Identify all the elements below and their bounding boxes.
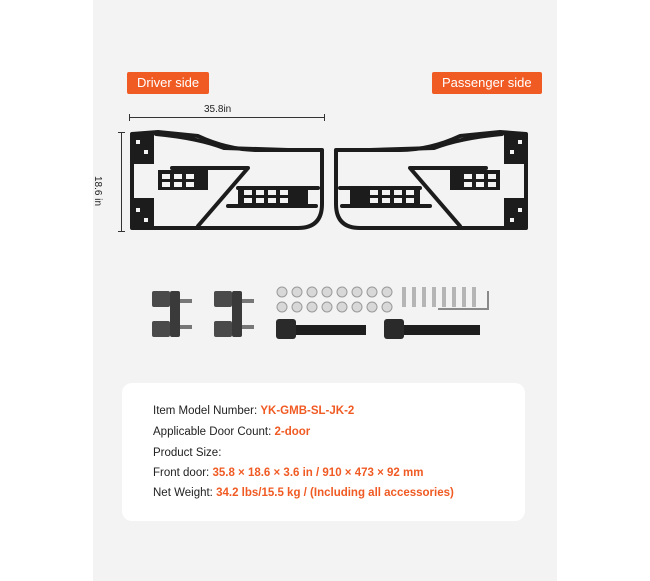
net-weight-line xyxy=(153,487,454,499)
front-door-line xyxy=(153,467,423,479)
strap-right-icon xyxy=(384,319,480,339)
height-dimension-line xyxy=(121,132,122,232)
height-dimension-label: 18.6 in xyxy=(92,176,103,207)
net-weight-value: 34.2 lbs/15.5 kg / (Including all accessories) xyxy=(216,487,454,499)
front-door-value: 35.8 × 18.6 × 3.6 in / 910 × 473 × 92 mm xyxy=(212,467,424,479)
width-dimension-label: 35.8in xyxy=(204,104,232,115)
hinge-right-icon xyxy=(214,291,254,337)
front-door-label: Front door: xyxy=(153,467,213,479)
door-count-value: 2-door xyxy=(274,426,311,438)
spec-card xyxy=(122,383,525,521)
driver-door-image xyxy=(128,128,328,234)
door-count-line xyxy=(153,426,310,438)
passenger-door-image xyxy=(330,128,530,234)
driver-side-badge: Driver side xyxy=(127,72,209,94)
strap-left-icon xyxy=(276,319,366,339)
net-weight-label: Net Weight: xyxy=(153,487,217,499)
passenger-side-badge: Passenger side xyxy=(432,72,542,94)
model-number-label: Item Model Number: xyxy=(153,405,261,417)
bolts-icon xyxy=(402,287,476,307)
width-dimension-line xyxy=(129,117,325,118)
model-number-value: YK-GMB-SL-JK-2 xyxy=(260,405,355,417)
hinge-left-icon xyxy=(152,291,192,337)
washers-icon xyxy=(277,287,392,312)
hardware-kit-image xyxy=(148,283,498,345)
product-size-label: Product Size: xyxy=(153,447,222,459)
door-count-label: Applicable Door Count: xyxy=(153,426,275,438)
model-number-line xyxy=(153,405,354,417)
